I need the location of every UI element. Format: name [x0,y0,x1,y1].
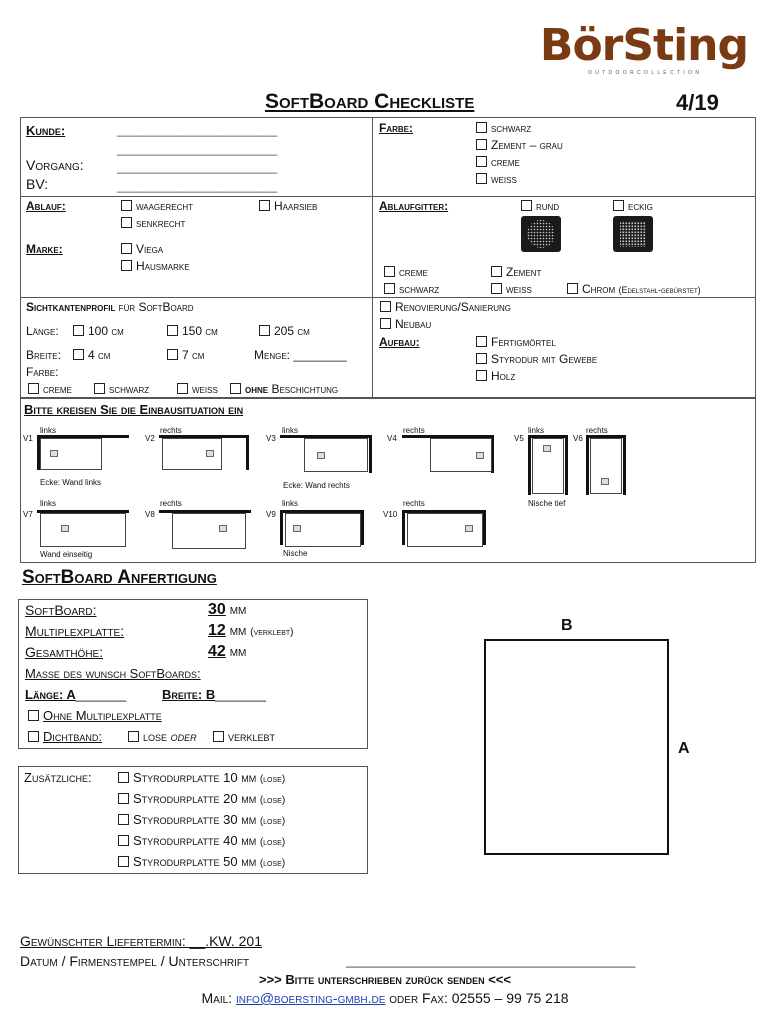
gitter-color-schwarz[interactable]: schwarz [384,282,439,296]
v6-wall-right [623,435,626,495]
dimension-a-label: A [678,740,690,757]
v7-side-label: links [40,499,57,508]
checkbox[interactable] [118,772,129,783]
sichtkante-farbe-label: Farbe: [26,365,59,379]
divider-left-2 [20,297,372,298]
v3-drain-icon [317,452,325,459]
projekt-option-renovierung[interactable]: Renovierung/Sanierung [380,300,511,314]
laenge-option-150[interactable]: 150 cm [167,324,218,338]
ablauf-option-waagerecht[interactable]: waagerecht [121,199,193,213]
sk-farbe-creme[interactable]: creme [28,382,72,396]
v5-wall-right [565,435,568,495]
datum-label: Datum / Firmenstempel / Unterschrift [20,953,250,969]
zusatz-item-30[interactable]: Styrodurplatte 30 mm (lose) [118,813,285,829]
v3-wall-right [369,435,372,473]
checkbox[interactable] [259,200,270,211]
v1-label: V1 [23,434,33,443]
v7-drain-icon [61,525,69,532]
zusatz-item-50[interactable]: Styrodurplatte 50 mm (lose) [118,855,285,871]
v1-caption: Ecke: Wand links [40,478,102,487]
zusatz-item-10[interactable]: Styrodurplatte 10 mm (lose) [118,771,285,787]
checkbox[interactable] [613,200,624,211]
zusatz-label: Zusätzliche: [24,770,92,785]
v7-caption: Wand einseitig [40,550,93,559]
gitter-color-creme[interactable]: creme [384,265,428,279]
sk-farbe-schwarz[interactable]: schwarz [94,382,149,396]
gitter-color-weiss[interactable]: weiß [491,282,532,296]
checkbox[interactable] [259,325,270,336]
checkbox[interactable] [118,793,129,804]
dichtband-verklebt-option[interactable]: verklebt [213,730,275,744]
laenge-option-100[interactable]: 100 cm [73,324,124,338]
v9-caption: Nische [283,549,308,558]
v9-wall-left [280,510,283,545]
farbe-option-weiss[interactable]: weiß [476,172,517,186]
breite-label: Breite: [26,348,61,362]
checkbox[interactable] [476,370,487,381]
softboard-rectangle [484,639,669,855]
vorgang-label: Vorgang: [26,157,84,173]
v3-tray [304,438,368,472]
checkbox[interactable] [128,731,139,742]
checkbox[interactable] [230,383,241,394]
zusatz-item-40[interactable]: Styrodurplatte 40 mm (lose) [118,834,285,850]
v8-side-label: rechts [160,499,182,508]
square-grate-icon [613,216,653,252]
checkbox[interactable] [167,349,178,360]
v9-drain-icon [293,525,301,532]
checkbox[interactable] [118,856,129,867]
v4-label: V4 [387,434,397,443]
v6-label: V6 [573,434,583,443]
contact-line: Mail: info@boersting-gmbh.de oder Fax: 02555 – 99 75 218 [201,990,569,1006]
gitter-color-chrom[interactable]: Chrom (Edelstahl-gebürstet) [567,282,701,297]
v10-drain-icon [465,525,473,532]
checkbox[interactable] [28,383,39,394]
checkbox[interactable] [567,283,578,294]
v3-side-label: links [282,426,299,435]
checkbox[interactable] [491,266,502,277]
marke-option-hausmarke[interactable]: Hausmarke [121,259,190,273]
checkbox[interactable] [118,814,129,825]
checkbox[interactable] [213,731,224,742]
checkbox[interactable] [476,139,487,150]
v2-wall-right [246,435,249,470]
checkbox[interactable] [28,731,39,742]
checkbox[interactable] [491,283,502,294]
laenge-a-field[interactable]: Länge: A_______ [25,687,127,702]
softboard-value: 30 mm [208,601,247,618]
gitter-color-zement[interactable]: Zement [491,265,541,279]
gesamthoehe-label: Gesamthöhe: [25,644,104,660]
v9-wall-right [361,510,364,545]
checkbox[interactable] [121,200,132,211]
aufbau-label: Aufbau: [379,335,420,349]
v1-side-label: links [40,426,57,435]
email-link[interactable]: info@boersting-gmbh.de [235,990,386,1006]
checkbox[interactable] [476,173,487,184]
farbe-option-zement[interactable]: Zement – grau [476,138,563,152]
ablaufgitter-label: Ablaufgitter: [379,199,449,213]
v5-caption: Nische tief [528,499,566,508]
farbe-label: Farbe: [379,121,413,135]
v3-label: V3 [266,434,276,443]
checkbox[interactable] [94,383,105,394]
kunde-field-line1[interactable]: ________________________ [117,123,278,137]
v10-label: V10 [383,510,398,519]
einbau-box [20,397,756,563]
farbe-option-creme[interactable]: creme [476,155,520,169]
v2-label: V2 [145,434,155,443]
softboard-label: SoftBoard: [25,602,97,618]
v8-drain-icon [219,525,227,532]
page-title: SoftBoard Checkliste [265,90,475,113]
v10-wall-left [402,510,405,545]
projekt-option-neubau[interactable]: Neubau [380,317,431,331]
bv-field[interactable]: ________________________ [117,179,278,193]
v5-drain-icon [543,445,551,452]
laenge-label: Länge: [26,324,59,338]
divider-right-2 [372,297,755,298]
anfertigung-title: SoftBoard Anfertigung [22,567,217,588]
breite-option-7[interactable]: 7 cm [167,348,204,362]
checkbox[interactable] [380,301,391,312]
checkbox[interactable] [73,349,84,360]
v6-drain-icon [601,478,609,485]
checkbox[interactable] [121,217,132,228]
divider-left-1 [20,196,372,197]
v2-drain-icon [206,450,214,457]
brand-name: BörSting [539,20,748,71]
checkbox[interactable] [476,336,487,347]
ablauf-option-haarsieb[interactable]: Haarsieb [259,199,317,213]
ablaufgitter-option-eckig[interactable]: eckig [613,199,653,213]
dichtband-lose-option[interactable]: lose oder [128,730,197,744]
einbau-title: Bitte kreisen Sie die Einbausituation ein [24,402,244,417]
v3-caption: Ecke: Wand rechts [283,481,350,490]
aufbau-option-holz[interactable]: Holz [476,369,515,383]
v8-tray [172,513,246,549]
laenge-option-205[interactable]: 205 cm [259,324,310,338]
signature-line[interactable]: ________________________________________ [346,953,636,968]
v2-side-label: rechts [160,426,182,435]
divider-vertical [372,117,373,398]
ohne-multiplex-option[interactable]: Ohne Multiplexplatte [28,709,162,723]
farbe-option-schwarz[interactable]: schwarz [476,121,531,135]
sichtkante-title: Sichtkantenprofil für SoftBoard [26,300,194,314]
checkbox[interactable] [167,325,178,336]
v5-wall-left [528,435,531,495]
zusatz-item-20[interactable]: Styrodurplatte 20 mm (lose) [118,792,285,808]
bv-label: BV: [26,176,49,192]
brand-tagline: O U T D O O R C O L L E C T I O N [587,70,700,76]
aufbau-option-fertigmoertel[interactable]: Fertigmörtel [476,335,556,349]
marke-option-viega[interactable]: Viega [121,242,163,256]
v4-drain-icon [476,452,484,459]
checkbox[interactable] [476,122,487,133]
checkbox[interactable] [177,383,188,394]
sk-ohne-beschichtung[interactable]: ohne Beschichtung [230,382,338,396]
brand-logo [540,22,748,76]
ablaufgitter-option-rund[interactable]: rund [521,199,559,213]
breite-option-4[interactable]: 4 cm [73,348,110,362]
breite-b-field[interactable]: Breite: B_______ [162,687,266,702]
v7-tray [40,513,126,547]
v4-side-label: rechts [403,426,425,435]
checkbox[interactable] [384,266,395,277]
v9-label: V9 [266,510,276,519]
round-grate-icon [521,216,561,252]
divider-right-1 [372,196,755,197]
liefertermin-field[interactable]: Gewünschter Liefertermin: __.KW. 201 [20,933,262,949]
sk-farbe-weiss[interactable]: weiß [177,382,218,396]
page-number: 4/19 [676,90,719,115]
gesamthoehe-value: 42 mm [208,643,247,660]
marke-label: Marke: [26,242,63,256]
return-note: >>> Bitte unterschrieben zurück senden <<< [258,972,511,987]
ablauf-label: Ablauf: [26,199,66,213]
checkbox[interactable] [118,835,129,846]
checkbox[interactable] [121,260,132,271]
v8-label: V8 [145,510,155,519]
checkbox[interactable] [28,710,39,721]
checkbox[interactable] [121,243,132,254]
checkbox[interactable] [380,318,391,329]
v1-drain-icon [50,450,58,457]
masse-label: Maße des wunsch SoftBoards: [25,666,201,681]
multiplex-label: Multiplexplatte: [25,623,125,639]
checkbox[interactable] [521,200,532,211]
checkbox[interactable] [73,325,84,336]
checkbox[interactable] [476,353,487,364]
v6-tray [590,438,622,494]
dichtband-option[interactable]: Dichtband: [28,730,102,744]
v10-wall-right [483,510,486,545]
kunde-label: Kunde: [26,123,66,138]
v6-wall-left [586,435,589,495]
multiplex-value: 12 mm (verklebt) [208,622,294,639]
checkbox[interactable] [476,156,487,167]
kunde-field-line2[interactable]: ________________________ [117,142,278,156]
checkbox[interactable] [384,283,395,294]
v10-side-label: rechts [403,499,425,508]
vorgang-field[interactable]: ________________________ [117,160,278,174]
v5-side-label: links [528,426,545,435]
v7-label: V7 [23,510,33,519]
ablauf-option-senkrecht[interactable]: senkrecht [121,216,185,230]
v6-side-label: rechts [586,426,608,435]
v9-side-label: links [282,499,299,508]
menge-field[interactable]: Menge: ________ [254,348,347,362]
aufbau-option-styrodur[interactable]: Styrodur mit Gewebe [476,352,597,366]
v5-label: V5 [514,434,524,443]
dimension-b-label: B [561,617,573,634]
